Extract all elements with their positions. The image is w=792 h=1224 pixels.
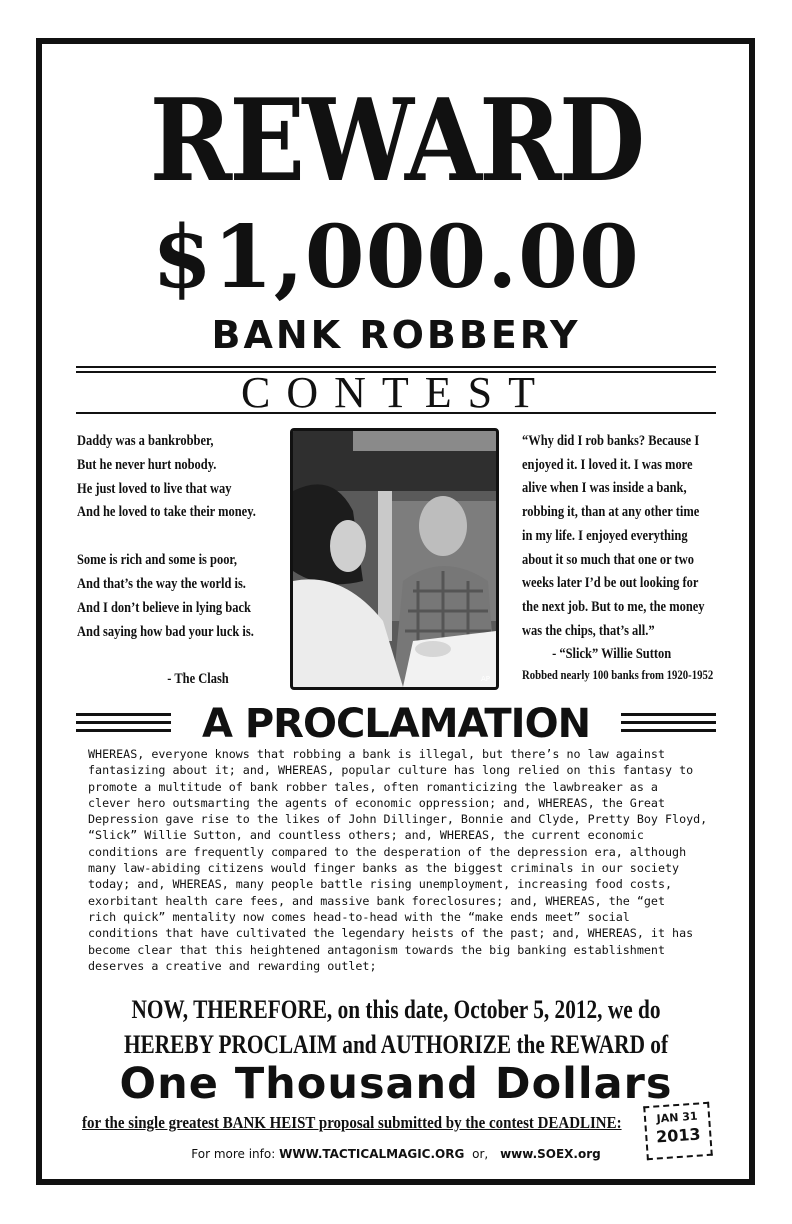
footer-info: [0, 1145, 792, 1163]
proclamation-left-lines: [76, 713, 171, 733]
proclamation-line: Depression gave rise to the likes of John Dillinger, Bonnie and Clyde, Pretty Boy Floyd,: [88, 812, 708, 827]
stamp-date: JAN 31: [656, 1109, 698, 1126]
bank-robbery-subtitle: BANK ROBBERY: [211, 313, 581, 357]
proclamation-title: A PROCLAMATION: [201, 701, 591, 747]
quote-line: “Why did I rob banks? Because I: [522, 433, 700, 449]
quote-line: about it so much that one or two: [522, 551, 694, 568]
proclamation-header: [76, 700, 716, 750]
quote-line: the next job. But to me, the money: [522, 598, 705, 615]
photo-credit: AP: [480, 675, 490, 683]
reward-amount: $1,000.00: [152, 207, 640, 308]
proclamation-line: WHEREAS, everyone knows that robbing a bank is illegal, but there’s no law against: [88, 747, 665, 761]
footer-prefix: For more info:: [191, 1147, 276, 1161]
lyric-line: And that’s the way the world is.: [77, 575, 246, 592]
contest-bottom-rule: [76, 412, 716, 414]
quote-line: weeks later I’d be out looking for: [522, 575, 699, 592]
quote-note: Robbed nearly 100 banks from 1920-1952: [522, 668, 714, 683]
quote-line: alive when I was inside a bank,: [522, 480, 687, 497]
lyrics-stanza-2: [77, 549, 262, 644]
contest-label: CONTEST: [241, 368, 551, 417]
proclamation-line: conditions are frequently compared to the desperation of the depression era, although: [88, 844, 687, 859]
proclamation-line: deserves a creative and rewarding outlet;: [88, 958, 377, 973]
proclamation-line: today; and, WHEREAS, many people battle rising unemployment, increasing food costs,: [88, 877, 673, 892]
proclamation-line: promote a multitude of bank robber tales, often romanticizing the lawbreaker as a: [88, 779, 658, 794]
footer-or: or,: [472, 1147, 489, 1161]
lyric-line: And he loved to take their money.: [77, 504, 256, 521]
quote-line: enjoyed it. I loved it. I was more: [522, 456, 693, 473]
proclamation-line: rich quick” mentality now comes head-to-head with the “make ends meet” social: [88, 909, 630, 924]
sutton-quote: [522, 430, 720, 683]
resolution-line-2: HEREBY PROCLAIM and AUTHORIZE the REWARD of: [123, 1030, 669, 1059]
lyrics-stanza-1: [77, 430, 262, 525]
quote-line: robbing it, than at any other time: [522, 504, 700, 521]
quote-attribution: - “Slick” Willie Sutton: [552, 646, 672, 663]
footer-link-soex[interactable]: www.SOEX.org: [500, 1147, 601, 1161]
proclamation-line: conditions that have cultivated the legendary heists of the past; and, WHEREAS, it has: [88, 926, 694, 941]
one-thousand-dollars: One Thousand Dollars: [119, 1059, 673, 1109]
lyric-line: But he never hurt nobody.: [77, 456, 217, 473]
lyric-line: And I don’t believe in lying back: [77, 599, 251, 616]
clash-lyrics: [77, 430, 262, 692]
proclamation-line: clever hero outsmarting the agents of economic oppression; and, WHEREAS, the Great: [88, 795, 665, 810]
proclamation-line: many law-abiding citizens would finger banks as the biggest criminals in our society: [88, 861, 680, 876]
footer-link-tacticalmagic[interactable]: WWW.TACTICALMAGIC.ORG: [279, 1147, 465, 1161]
lyric-line: And saying how bad your luck is.: [77, 623, 254, 640]
lyric-line: Daddy was a bankrobber,: [77, 433, 214, 449]
lyric-line: He just loved to live that way: [77, 480, 232, 497]
quote-line: was the chips, that’s all.”: [522, 622, 655, 639]
reward-headline: REWARD: [149, 74, 643, 208]
photo-illustration: [293, 431, 496, 687]
bank-teller-photo: [290, 428, 499, 690]
quote-line: in my life. I enjoyed everything: [522, 527, 688, 544]
deadline-text: for the single greatest BANK HEIST proposal submitted by the contest DEADLINE:: [82, 1113, 622, 1132]
proclamation-line: become clear that this heightened antagonism towards the big banking establishment: [88, 942, 665, 957]
resolution-line-1: NOW, THEREFORE, on this date, October 5, 2012, we do: [131, 995, 661, 1024]
proclamation-right-lines: [621, 713, 716, 733]
lyrics-attribution: - The Clash: [167, 671, 229, 688]
stamp-year: 2013: [655, 1124, 702, 1147]
proclamation-line: fantasizing about it; and, WHEREAS, popular culture has long relied on this fantasy to: [88, 763, 694, 778]
proclamation-body: [88, 746, 708, 974]
proclamation-line: exorbitant health care fees, and massive bank foreclosures; and, WHEREAS, the “get: [88, 893, 665, 908]
lyric-line: Some is rich and some is poor,: [77, 552, 237, 569]
proclamation-line: “Slick” Willie Sutton, and countless others; and, WHEREAS, the current economic: [88, 828, 644, 843]
